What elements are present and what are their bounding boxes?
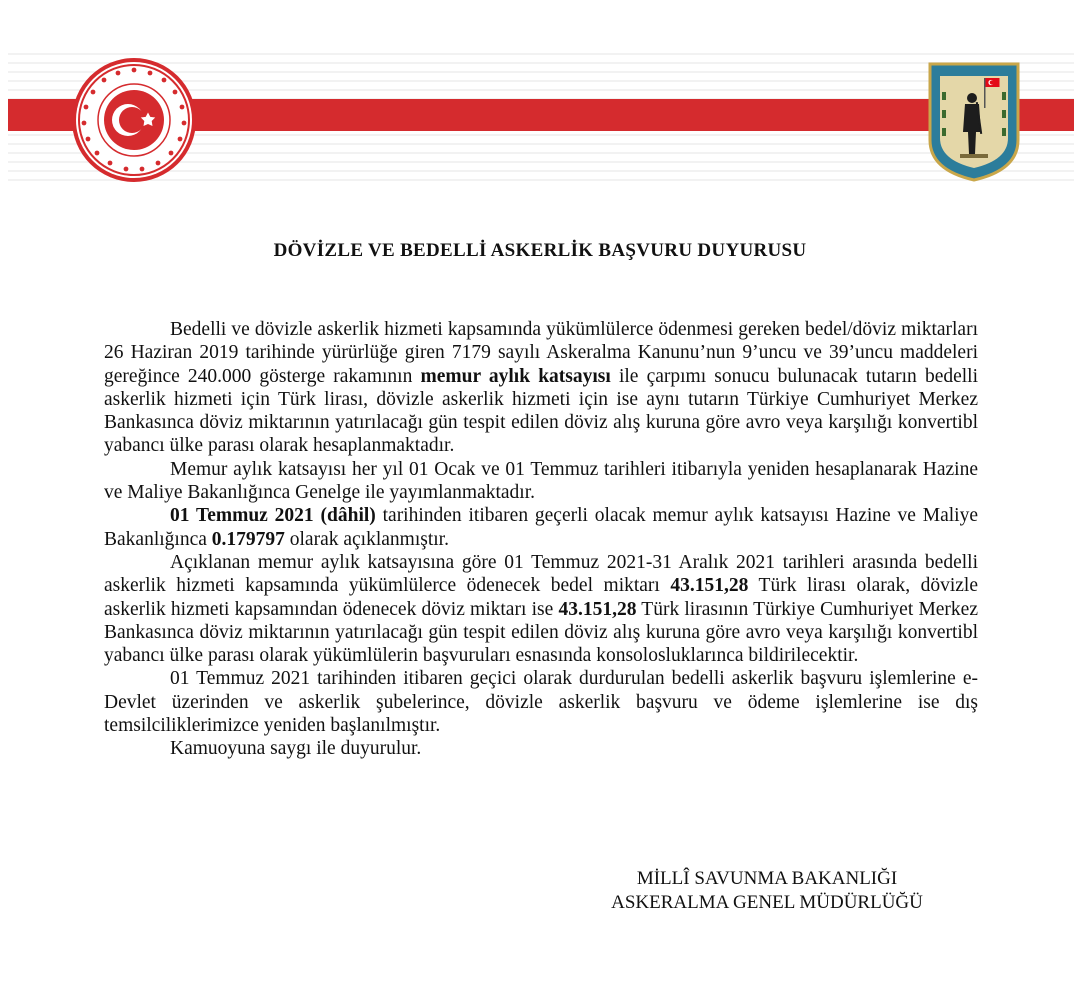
text: Türk lirasının Türkiye Cumhuriyet Merkez Bankasınca döviz miktarının yatırılacağı gün tespit edilen döviz alış kuruna göre avro veya karşılığı konvertibl yabancı ülke parası olarak yükümlülerin başvuruları esnasında konsolosluklarınca bildirilecektir.	[104, 598, 978, 667]
bold-text: memur aylık katsayısı	[420, 365, 611, 387]
text: Kamuoyuna saygı ile duyurulur.	[170, 738, 422, 760]
text: ile çarpımı sonucu bulunacak tutarın bedelli askerlik hizmeti için Türk lirası, dövizle askerlik hizmeti için ise aynı tutarın Türkiye Cumhuriyet Merkez Bankasınca döviz miktarının yatırılacağı gün tespit edilen döviz alış kuruna göre avro veya karşılığı konvertibl yabancı ülke parası olarak hesaplanmaktadır.	[104, 365, 979, 457]
text: Bedelli ve dövizle askerlik hizmeti kapsamında yükümlülerce ödenmesi gereken bedel/döviz miktarları 26 Haziran 2019 tarihinde yürürlüğe giren 7179 sayılı Askeralma Kanunu’nun 9’uncu ve 39’uncu maddeleri gereğince 240.000 gösterge rakamının	[104, 319, 978, 387]
bold-date: 01 Temmuz 2021 (dâhil)	[170, 505, 376, 527]
signature-directorate: ASKERALMA GENEL MÜDÜRLÜĞÜ	[611, 892, 923, 913]
paragraph-fee-calculation	[104, 318, 978, 458]
text: tarihinden itibaren geçerli olacak memur aylık katsayısı Hazine ve Maliye Bakanlığınca	[104, 505, 978, 550]
paragraph-coefficient-schedule	[104, 458, 978, 505]
text: olarak açıklanmıştır.	[284, 528, 449, 550]
letterhead	[0, 40, 1080, 200]
paragraph-closing	[104, 737, 978, 760]
text: Açıklanan memur aylık katsayısına göre 01 Temmuz 2021-31 Aralık 2021 tarihleri arasında bedelli askerlik hizmeti kapsamında yükümlülerce ödenecek bedel miktarı	[104, 551, 978, 597]
signature-ministry: MİLLÎ SAVUNMA BAKANLIĞI	[636, 868, 898, 889]
ministry-seal-logo	[70, 56, 198, 184]
announcement-body	[104, 318, 978, 761]
paragraph-coefficient-value	[104, 504, 978, 551]
askeralma-emblem-logo	[928, 62, 1020, 182]
text: Memur aylık katsayısı her yıl 01 Ocak ve 01 Temmuz tarihleri itibarıyla yeniden hesaplanarak Hazine ve Maliye Bakanlığınca Genelge ile yayımlanmaktadır.	[104, 458, 978, 504]
paid-fee-amount: 43.151,28	[670, 575, 749, 597]
announcement-title: DÖVİZLE VE BEDELLİ ASKERLİK BAŞVURU DUYURUSU	[273, 240, 807, 261]
paragraph-application-resume	[104, 667, 978, 737]
foreign-fee-amount: 43.151,28	[558, 598, 637, 620]
paragraph-fee-amounts	[104, 551, 978, 667]
signature-block	[560, 867, 974, 915]
coefficient-value: 0.179797	[211, 528, 285, 550]
text: Türk lirası olarak, dövizle askerlik hizmeti kapsamından ödenecek döviz miktarı ise	[104, 575, 978, 620]
text: 01 Temmuz 2021 tarihinden itibaren geçici olarak durdurulan bedelli askerlik başvuru işlemlerine e-Devlet üzerinden ve askerlik şubelerince, dövizle askerlik başvuru ve ödeme işlemlerine ise dış temsilciliklerimizce yeniden başlanılmıştır.	[104, 668, 978, 737]
